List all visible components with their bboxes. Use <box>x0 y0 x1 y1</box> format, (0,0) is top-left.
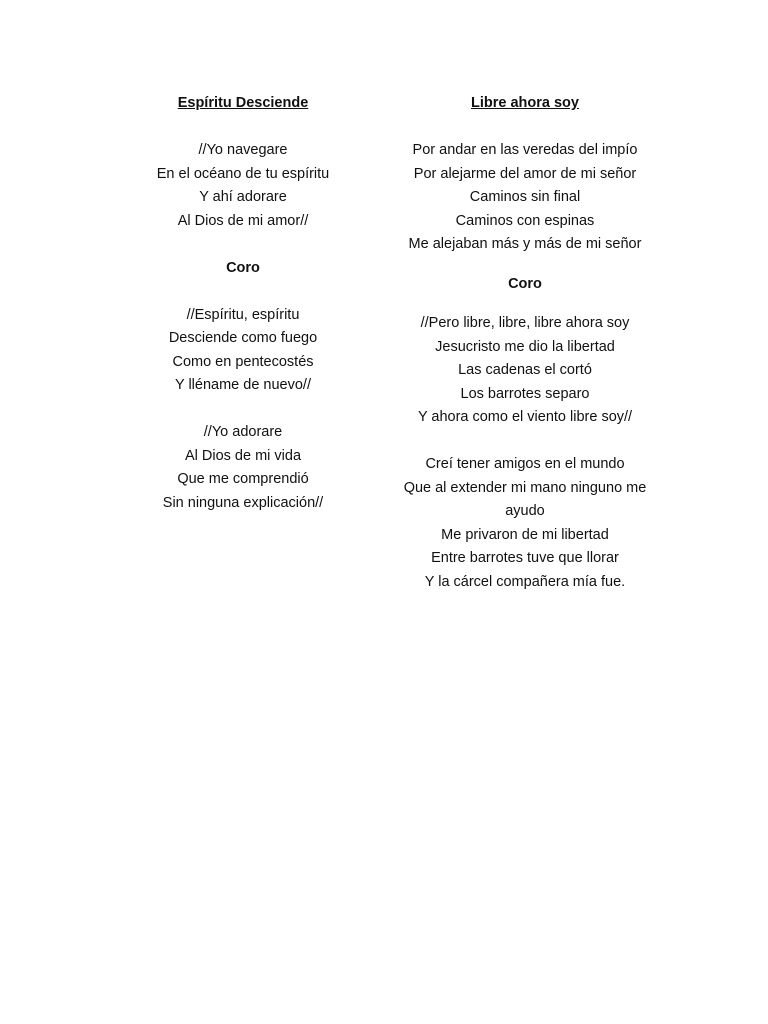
lyric-line: Creí tener amigos en el mundo <box>425 456 625 472</box>
lyric-line: //Pero libre, libre, libre ahora soy <box>420 315 630 331</box>
lyric-line: //Yo navegare <box>198 142 288 158</box>
verse-2 <box>128 421 358 515</box>
lyric-line: Las cadenas el cortó <box>458 362 592 378</box>
verse-1 <box>388 139 662 257</box>
lyric-line: Desciende como fuego <box>168 330 318 346</box>
lyric-line: //Espíritu, espíritu <box>186 306 300 323</box>
lyric-line: Caminos sin final <box>469 189 581 205</box>
verse-2 <box>388 453 662 594</box>
song-left <box>128 92 358 515</box>
lyric-line: Me privaron de mi libertad <box>441 526 609 543</box>
lyric-line: Entre barrotes tuve que llorar <box>431 550 619 566</box>
chorus <box>128 304 358 398</box>
chorus-heading: Coro <box>508 275 542 292</box>
chorus-heading: Coro <box>226 259 260 276</box>
lyric-line: Al Dios de mi amor// <box>177 212 309 229</box>
chorus <box>388 312 662 430</box>
lyric-line: Por alejarme del amor de mi señor <box>413 165 637 182</box>
lyric-line: En el océano de tu espíritu <box>156 165 330 182</box>
lyric-line: ayudo <box>505 503 545 519</box>
verse-1 <box>128 139 358 233</box>
song-title: Espíritu Desciende <box>177 95 309 111</box>
lyric-line: Y la cárcel compañera mía fue. <box>424 573 626 590</box>
lyric-line: Caminos con espinas <box>455 212 595 229</box>
lyric-line: Al Dios de mi vida <box>184 447 302 464</box>
song-title: Libre ahora soy <box>471 95 579 111</box>
lyric-line: //Yo adorare <box>203 424 283 440</box>
lyric-line: Que al extender mi mano ninguno me <box>403 479 647 496</box>
lyric-line: Y ahora como el viento libre soy// <box>417 409 633 425</box>
lyric-line: Sin ninguna explicación// <box>162 494 324 511</box>
lyric-line: Los barrotes separo <box>460 385 590 402</box>
lyric-line: Por andar en las veredas del impío <box>412 142 638 158</box>
lyric-line: Me alejaban más y más de mi señor <box>408 236 642 252</box>
lyric-line: Y lléname de nuevo// <box>175 377 311 393</box>
lyric-line: Jesucristo me dio la libertad <box>435 338 615 355</box>
song-right <box>388 92 662 594</box>
lyric-line: Y ahí adorare <box>199 189 287 205</box>
lyric-line: Como en pentecostés <box>172 353 314 370</box>
lyric-line: Que me comprendió <box>177 471 309 487</box>
